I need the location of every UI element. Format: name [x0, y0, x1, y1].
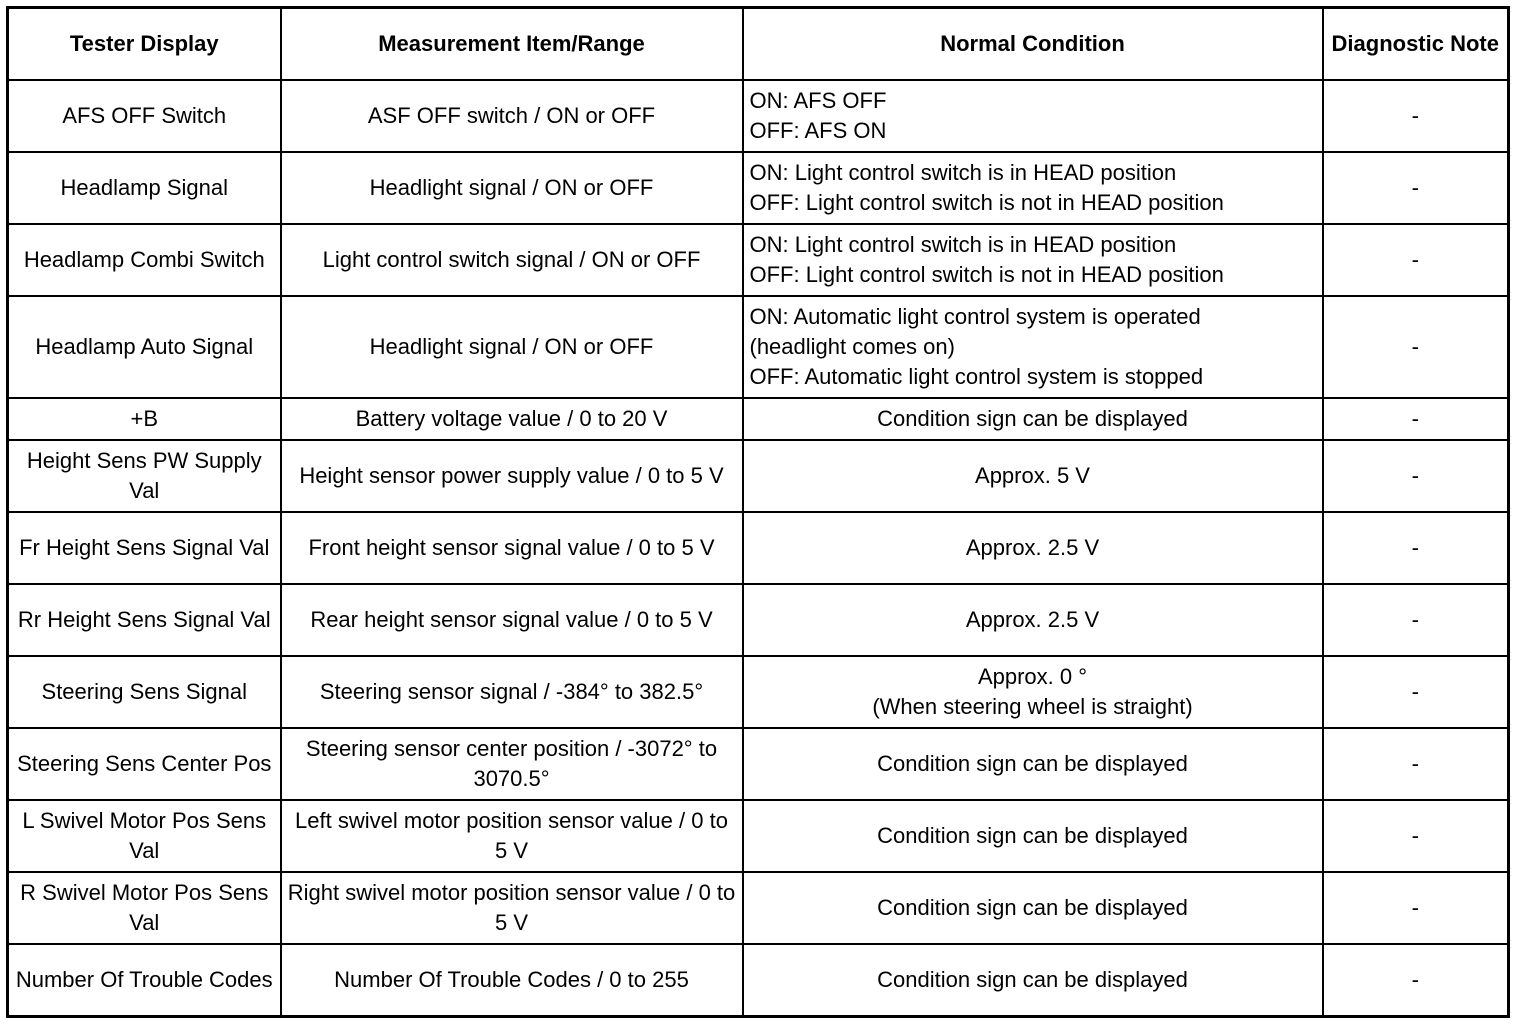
header-tester-display: Tester Display: [8, 8, 281, 81]
note-cell: -: [1323, 728, 1509, 800]
condition-cell: Condition sign can be displayed: [743, 398, 1323, 440]
condition-cell: Condition sign can be displayed: [743, 872, 1323, 944]
condition-line: Approx. 0 °: [977, 664, 1088, 689]
tester-cell: L Swivel Motor Pos Sens Val: [8, 800, 281, 872]
condition-cell: [743, 80, 1323, 152]
table-row: [8, 80, 1509, 152]
condition-cell: Approx. 5 V: [743, 440, 1323, 512]
tester-cell: Rr Height Sens Signal Val: [8, 584, 281, 656]
measurement-cell: Left swivel motor position sensor value / 0 to 5 V: [281, 800, 743, 872]
note-cell: -: [1323, 224, 1509, 296]
condition-line: ON: Light control switch is in HEAD position: [749, 160, 1177, 185]
condition-cell: [743, 224, 1323, 296]
tester-cell: Steering Sens Signal: [8, 656, 281, 728]
tester-cell: R Swivel Motor Pos Sens Val: [8, 872, 281, 944]
table-row: [8, 728, 1509, 800]
measurement-cell: ASF OFF switch / ON or OFF: [281, 80, 743, 152]
condition-line: OFF: Automatic light control system is stopped: [749, 364, 1204, 389]
condition-cell: Approx. 2.5 V: [743, 584, 1323, 656]
table-row: [8, 296, 1509, 398]
note-cell: -: [1323, 800, 1509, 872]
tester-cell: Height Sens PW Supply Val: [8, 440, 281, 512]
table-row: [8, 224, 1509, 296]
tester-cell: Fr Height Sens Signal Val: [8, 512, 281, 584]
measurement-cell: Number Of Trouble Codes / 0 to 255: [281, 944, 743, 1017]
header-measurement: Measurement Item/Range: [281, 8, 743, 81]
condition-line: (headlight comes on): [749, 334, 955, 359]
tester-cell: Number Of Trouble Codes: [8, 944, 281, 1017]
condition-cell: [743, 296, 1323, 398]
condition-line: OFF: Light control switch is not in HEAD position: [749, 262, 1224, 287]
note-cell: -: [1323, 944, 1509, 1017]
tester-cell: Headlamp Combi Switch: [8, 224, 281, 296]
tester-cell: Headlamp Signal: [8, 152, 281, 224]
table-body: [8, 80, 1509, 1017]
condition-line: ON: Light control switch is in HEAD position: [749, 232, 1177, 257]
note-cell: -: [1323, 512, 1509, 584]
measurement-cell: Front height sensor signal value / 0 to 5 V: [281, 512, 743, 584]
measurement-cell: Height sensor power supply value / 0 to 5 V: [281, 440, 743, 512]
table-row: [8, 398, 1509, 440]
measurement-cell: Right swivel motor position sensor value / 0 to 5 V: [281, 872, 743, 944]
note-cell: -: [1323, 152, 1509, 224]
table-row: [8, 872, 1509, 944]
note-cell: -: [1323, 296, 1509, 398]
condition-line: ON: AFS OFF: [749, 88, 887, 113]
note-cell: -: [1323, 872, 1509, 944]
note-cell: -: [1323, 656, 1509, 728]
condition-line: OFF: AFS ON: [749, 118, 887, 143]
header-normal-condition: Normal Condition: [743, 8, 1323, 81]
measurement-cell: Headlight signal / ON or OFF: [281, 152, 743, 224]
measurement-cell: Rear height sensor signal value / 0 to 5 V: [281, 584, 743, 656]
table-row: [8, 944, 1509, 1017]
condition-line: OFF: Light control switch is not in HEAD position: [749, 190, 1224, 215]
note-cell: -: [1323, 398, 1509, 440]
measurement-cell: Steering sensor center position / -3072° to 3070.5°: [281, 728, 743, 800]
measurement-cell: Light control switch signal / ON or OFF: [281, 224, 743, 296]
header-row: [8, 8, 1509, 81]
measurement-cell: Battery voltage value / 0 to 20 V: [281, 398, 743, 440]
measurement-cell: Headlight signal / ON or OFF: [281, 296, 743, 398]
table-row: [8, 656, 1509, 728]
condition-cell: [743, 656, 1323, 728]
condition-cell: Condition sign can be displayed: [743, 800, 1323, 872]
table-row: [8, 584, 1509, 656]
data-list-table: [6, 6, 1510, 1018]
note-cell: -: [1323, 80, 1509, 152]
table-row: [8, 152, 1509, 224]
table-row: [8, 800, 1509, 872]
tester-cell: AFS OFF Switch: [8, 80, 281, 152]
tester-cell: Headlamp Auto Signal: [8, 296, 281, 398]
note-cell: -: [1323, 440, 1509, 512]
table-row: [8, 512, 1509, 584]
condition-cell: Approx. 2.5 V: [743, 512, 1323, 584]
note-cell: -: [1323, 584, 1509, 656]
condition-line: (When steering wheel is straight): [872, 694, 1193, 719]
tester-cell: +B: [8, 398, 281, 440]
condition-cell: Condition sign can be displayed: [743, 944, 1323, 1017]
tester-cell: Steering Sens Center Pos: [8, 728, 281, 800]
condition-cell: Condition sign can be displayed: [743, 728, 1323, 800]
measurement-cell: Steering sensor signal / -384° to 382.5°: [281, 656, 743, 728]
condition-cell: [743, 152, 1323, 224]
condition-line: ON: Automatic light control system is operated: [749, 304, 1201, 329]
table-row: [8, 440, 1509, 512]
header-diagnostic-note: Diagnostic Note: [1323, 8, 1509, 81]
